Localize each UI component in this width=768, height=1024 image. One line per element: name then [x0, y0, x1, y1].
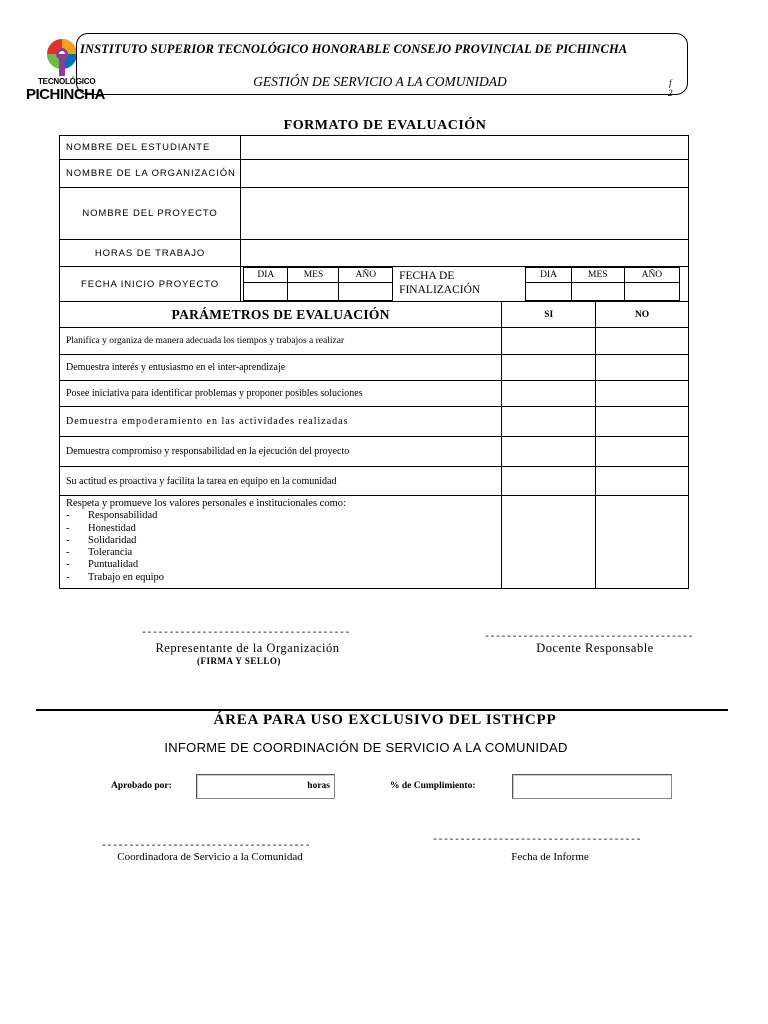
end-year-field[interactable]: [624, 283, 679, 301]
start-year-header: AÑO: [339, 268, 393, 283]
parameter-initiative: Posee iniciativa para identificar problemas y proponer posibles soluciones: [60, 381, 502, 407]
compliance-input[interactable]: [512, 774, 672, 799]
hours-suffix: horas: [307, 781, 330, 791]
list-item: - Solidaridad: [66, 534, 137, 546]
no-checkbox[interactable]: [596, 328, 689, 355]
parameter-commitment: Demuestra compromiso y responsabilidad en la ejecución del proyecto: [60, 437, 502, 467]
list-item: - Honestidad: [66, 522, 136, 534]
compliance-label: % de Cumplimiento:: [390, 781, 476, 791]
institution-name: INSTITUTO SUPERIOR TECNOLÓGICO HONORABLE CONSEJO PROVINCIAL DE PICHINCHA: [80, 42, 628, 56]
yes-checkbox[interactable]: [502, 496, 596, 589]
student-name-label: NOMBRE DEL ESTUDIANTE: [60, 136, 241, 160]
form-title: FORMATO DE EVALUACIÓN: [283, 118, 487, 133]
report-title: INFORME DE COORDINACIÓN DE SERVICIO A LA COMUNIDAD: [164, 740, 568, 755]
organization-name-label: NOMBRE DE LA ORGANIZACIÓN: [60, 160, 241, 188]
approved-by-label: Aprobado por:: [111, 781, 172, 791]
teacher-signature-line: --------------------------------------: [484, 632, 694, 643]
no-checkbox[interactable]: [596, 407, 689, 437]
organization-name-field[interactable]: [241, 160, 689, 188]
section-divider: [36, 709, 728, 711]
parameter-interest: Demuestra interés y entusiasmo en el inter-aprendizaje: [60, 355, 502, 381]
page-code-bottom: 2: [668, 88, 673, 98]
start-date-grid: [243, 267, 393, 301]
yes-checkbox[interactable]: [502, 355, 596, 381]
yes-header: SI: [502, 302, 596, 328]
start-month-header: MES: [288, 268, 339, 283]
yes-checkbox[interactable]: [502, 381, 596, 407]
page-code: [668, 78, 673, 98]
teacher-label: Docente Responsable: [536, 641, 654, 655]
end-date-grid: [525, 267, 680, 301]
start-day-header: DIA: [244, 268, 288, 283]
end-date-label: FECHA DE FINALIZACIÓN: [399, 270, 481, 296]
list-item: - Puntualidad: [66, 559, 139, 571]
list-item: - Trabajo en equipo: [66, 571, 165, 583]
parameter-empowerment: Demuestra empoderamiento en las actividades realizadas: [60, 407, 502, 437]
values-intro: Respeta y promueve los valores personales e institucionales como:: [66, 498, 346, 509]
student-name-field[interactable]: [241, 136, 689, 160]
list-item: - Responsabilidad: [66, 510, 158, 522]
start-date-label: FECHA INICIO PROYECTO: [60, 267, 241, 302]
representative-label: Representante de la Organización: [155, 641, 340, 655]
yes-checkbox[interactable]: [502, 467, 596, 496]
no-checkbox[interactable]: [596, 467, 689, 496]
start-month-field[interactable]: [288, 283, 339, 301]
logo-text-bottom: PICHINCHA: [26, 86, 105, 103]
logo-text-top: TECNOLÓGICO: [38, 77, 96, 86]
representative-note: (FIRMA Y SELLO): [197, 656, 281, 666]
work-hours-field[interactable]: [241, 240, 689, 267]
parameter-values: [60, 496, 502, 589]
end-year-header: AÑO: [624, 268, 679, 283]
approved-hours-input[interactable]: [196, 774, 335, 799]
end-month-header: MES: [571, 268, 624, 283]
student-info-table: [59, 135, 689, 302]
coordinator-signature-line: --------------------------------------: [101, 841, 311, 852]
project-name-field[interactable]: [241, 188, 689, 240]
list-item: - Tolerancia: [66, 547, 133, 559]
no-header: NO: [596, 302, 689, 328]
start-year-field[interactable]: [339, 283, 393, 301]
no-checkbox[interactable]: [596, 496, 689, 589]
no-checkbox[interactable]: [596, 437, 689, 467]
exclusive-area-title: ÁREA PARA USO EXCLUSIVO DEL ISTHCPP: [213, 712, 557, 728]
evaluation-table: [59, 301, 689, 589]
start-day-field[interactable]: [244, 283, 288, 301]
end-day-header: DIA: [526, 268, 572, 283]
end-day-field[interactable]: [526, 283, 572, 301]
page-code-top: f: [668, 78, 672, 88]
yes-checkbox[interactable]: [502, 437, 596, 467]
representative-signature-line: --------------------------------------: [141, 628, 351, 639]
parameter-planning: Planifica y organiza de manera adecuada los tiempos y trabajos a realizar: [60, 328, 502, 355]
parameters-header: PARÁMETROS DE EVALUACIÓN: [60, 302, 502, 328]
report-date-line: --------------------------------------: [432, 835, 642, 846]
end-month-field[interactable]: [571, 283, 624, 301]
yes-checkbox[interactable]: [502, 328, 596, 355]
report-date-label: Fecha de Informe: [511, 851, 589, 863]
no-checkbox[interactable]: [596, 355, 689, 381]
coordinator-label: Coordinadora de Servicio a la Comunidad: [117, 851, 303, 863]
project-name-label: NOMBRE DEL PROYECTO: [60, 188, 241, 240]
department-name: GESTIÓN DE SERVICIO A LA COMUNIDAD: [253, 74, 507, 89]
no-checkbox[interactable]: [596, 381, 689, 407]
yes-checkbox[interactable]: [502, 407, 596, 437]
work-hours-label: HORAS DE TRABAJO: [60, 240, 241, 267]
parameter-proactive: Su actitud es proactiva y facilita la tarea en equipo en la comunidad: [60, 467, 502, 496]
